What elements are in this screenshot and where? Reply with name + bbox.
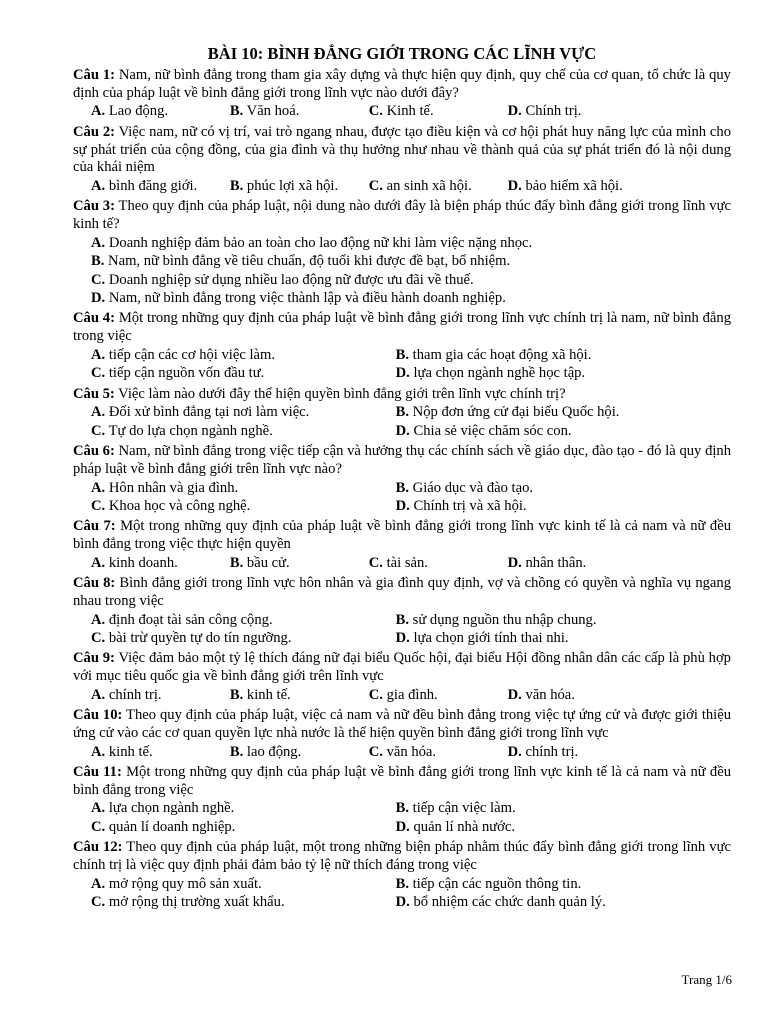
option-text: kinh doanh.: [108, 554, 178, 571]
question-label: Câu 3:: [73, 198, 115, 215]
answer-option: [91, 177, 230, 195]
option-text: phúc lợi xã hội.: [246, 177, 339, 194]
option-letter: B.: [229, 686, 244, 703]
answer-option: [91, 686, 230, 704]
option-letter: B.: [395, 404, 410, 421]
answer-options: [73, 234, 731, 308]
answer-option: [91, 629, 396, 647]
option-letter: D.: [507, 554, 522, 571]
answer-option: [91, 234, 731, 252]
question-label: Câu 7:: [73, 518, 116, 535]
answer-option: [369, 177, 508, 195]
question-text: Theo quy định của pháp luật, nội dung nào dưới đây là biện pháp thúc đẩy bình đẳng giới trong lĩnh vực kinh tế?: [73, 198, 731, 233]
option-text: quản lí doanh nghiệp.: [108, 818, 236, 835]
question-text: Nam, nữ bình đẳng trong tham gia xây dựng và thực hiện quy định, quy chế của cơ quan, tổ chức là quy định của pháp luật về bình đẳng giới trong lĩnh vực nào dưới đây?: [73, 67, 731, 101]
option-text: bảo hiểm xã hội.: [525, 177, 623, 194]
option-letter: C.: [91, 894, 106, 910]
option-letter: D.: [507, 103, 522, 120]
option-letter: C.: [91, 271, 106, 288]
option-text: Khoa học và công nghệ.: [108, 497, 251, 514]
answer-option: [396, 403, 701, 421]
option-letter: B.: [229, 554, 244, 571]
answer-options: [73, 479, 731, 516]
answer-option: [91, 289, 731, 307]
answer-options: [73, 875, 731, 912]
answer-options: [73, 743, 731, 761]
option-letter: D.: [395, 497, 410, 514]
answer-options: [73, 686, 731, 704]
answer-option: [396, 364, 701, 382]
option-text: lựa chọn ngành nghề học tập.: [413, 365, 586, 382]
option-letter: D.: [507, 177, 522, 194]
answer-option: [508, 554, 668, 572]
question-text: Việc nam, nữ có vị trí, vai trò ngang nhau, được tạo điều kiện và cơ hội phát huy năng lực của mình cho sự phát triển của cộng đồng, của gia đình và thụ hưởng như nhau về thành quả của sự phát triển đó là nội dung của khái niệm: [73, 123, 731, 176]
option-letter: D.: [395, 818, 410, 835]
option-letter: B.: [229, 177, 244, 194]
question-1: [73, 67, 731, 121]
question-text: Một trong những quy định của pháp luật về bình đẳng giới trong lĩnh vực kinh tế là cả nam và nữ đều bình đẳng trong việc: [73, 763, 732, 798]
question-list: [73, 67, 731, 911]
answer-option: [91, 611, 396, 629]
question-9: [73, 650, 731, 704]
option-letter: A.: [91, 686, 106, 703]
option-letter: D.: [395, 894, 410, 910]
question-stem: [73, 707, 731, 742]
option-letter: A.: [91, 875, 106, 892]
option-text: tiếp cận việc làm.: [412, 800, 516, 817]
answer-option: [396, 799, 701, 817]
question-text: Một trong những quy định của pháp luật về bình đẳng giới trong lĩnh vực kinh tế là cả nam và nữ đều bình đẳng trong việc thực hiện quyền: [73, 518, 731, 553]
question-stem: [73, 67, 731, 102]
answer-option: [230, 686, 369, 704]
document-title: BÀI 10: BÌNH ĐẲNG GIỚI TRONG CÁC LĨNH VỰC: [207, 44, 597, 63]
answer-option: [91, 893, 396, 911]
option-text: Nam, nữ bình đẳng trong việc thành lập và điều hành doanh nghiệp.: [108, 289, 506, 306]
option-letter: B.: [229, 743, 244, 760]
answer-option: [91, 422, 396, 440]
option-text: Chính trị.: [525, 103, 582, 120]
option-text: tham gia các hoạt động xã hội.: [412, 346, 592, 363]
question-label: Câu 9:: [73, 650, 115, 667]
answer-option: [91, 497, 396, 515]
option-text: quản lí nhà nước.: [413, 818, 516, 835]
answer-option: [91, 479, 396, 497]
option-text: mở rộng quy mô sản xuất.: [108, 875, 262, 892]
option-text: văn hóa.: [525, 686, 575, 703]
option-text: nhân thân.: [525, 554, 587, 571]
option-text: an sinh xã hội.: [386, 177, 472, 194]
question-text: Bình đẳng giới trong lĩnh vực hôn nhân và gia đình quy định, vợ và chồng có quyền và nghĩa vụ ngang nhau trong việc: [73, 575, 731, 609]
option-letter: C.: [91, 629, 106, 646]
answer-options: [73, 799, 731, 836]
question-label: Câu 1:: [73, 67, 115, 83]
question-2: [73, 124, 731, 196]
option-letter: A.: [91, 479, 106, 496]
question-5: [73, 386, 731, 441]
answer-option: [91, 403, 396, 421]
option-text: Doanh nghiệp sử dụng nhiều lao động nữ được ưu đãi về thuế.: [108, 271, 474, 288]
answer-option: [91, 799, 396, 817]
answer-option: [396, 818, 701, 836]
answer-option: [91, 818, 396, 836]
question-stem: [73, 839, 731, 874]
option-letter: B.: [395, 346, 410, 363]
option-text: kinh tế.: [108, 743, 153, 760]
option-letter: A.: [91, 346, 106, 363]
option-text: bình đăng giới.: [108, 177, 198, 194]
option-letter: B.: [395, 479, 410, 496]
option-text: tiếp cận các nguồn thông tin.: [412, 875, 582, 892]
answer-option: [91, 102, 230, 120]
option-letter: D.: [395, 629, 410, 646]
answer-option: [396, 893, 701, 911]
answer-option: [508, 686, 668, 704]
question-3: [73, 198, 731, 307]
question-label: Câu 6:: [73, 443, 115, 460]
answer-option: [369, 554, 508, 572]
option-text: Đối xử bình đẳng tại nơi làm việc.: [108, 404, 310, 421]
option-letter: C.: [368, 686, 383, 703]
option-letter: A.: [91, 234, 106, 251]
option-text: kinh tế.: [246, 686, 291, 703]
question-label: Câu 12:: [73, 839, 123, 856]
option-text: chính trị.: [108, 686, 162, 703]
page-number: Trang 1/6: [681, 972, 732, 987]
option-text: Văn hoá.: [246, 103, 300, 120]
option-text: lao động.: [246, 743, 302, 760]
question-text: Việc đảm bảo một tỷ lệ thích đáng nữ đại biểu Quốc hội, đại biểu Hội đồng nhân dân các cấp là phù hợp với mục tiêu quốc gia về bình đẳng giới trên lĩnh vực: [73, 650, 731, 685]
option-letter: A.: [91, 743, 106, 760]
answer-option: [91, 252, 731, 270]
answer-option: [396, 629, 701, 647]
option-text: tiếp cận nguồn vốn đầu tư.: [108, 365, 265, 382]
answer-options: [73, 346, 731, 383]
option-text: Kinh tế.: [386, 103, 434, 120]
option-text: bổ nhiệm các chức danh quản lý.: [413, 894, 606, 910]
answer-option: [396, 479, 701, 497]
option-letter: D.: [395, 422, 410, 439]
option-letter: C.: [368, 554, 383, 571]
option-letter: A.: [91, 611, 106, 628]
answer-option: [396, 346, 701, 364]
question-11: [73, 764, 731, 836]
answer-options: [73, 102, 731, 120]
option-text: Tự do lựa chọn ngành nghề.: [108, 422, 273, 439]
answer-option: [91, 743, 230, 761]
question-stem: [73, 124, 731, 177]
option-text: Lao động.: [108, 103, 169, 120]
option-letter: C.: [91, 497, 106, 514]
question-label: Câu 5:: [73, 385, 115, 402]
option-text: sử dụng nguồn thu nhập chung.: [412, 611, 597, 628]
option-letter: A.: [91, 554, 106, 571]
answer-option: [230, 554, 369, 572]
option-letter: C.: [91, 365, 106, 382]
question-10: [73, 707, 731, 761]
question-stem: [73, 764, 731, 799]
question-7: [73, 518, 731, 572]
answer-option: [396, 875, 701, 893]
question-stem: [73, 198, 731, 233]
answer-option: [230, 743, 369, 761]
option-text: lựa chọn ngành nghề.: [108, 800, 235, 817]
option-text: mở rộng thị trường xuất khẩu.: [108, 894, 285, 910]
option-text: bầu cử.: [246, 554, 290, 571]
question-stem: [73, 650, 731, 685]
option-text: Giáo dục và đào tạo.: [412, 479, 534, 496]
question-label: Câu 4:: [73, 310, 115, 327]
answer-option: [508, 102, 668, 120]
answer-option: [91, 554, 230, 572]
question-label: Câu 10:: [73, 707, 123, 724]
option-text: văn hóa.: [386, 743, 437, 760]
answer-option: [508, 177, 668, 195]
answer-options: [73, 554, 731, 572]
option-letter: C.: [91, 818, 106, 835]
option-text: tiếp cận các cơ hội việc làm.: [108, 346, 275, 363]
option-text: bài trừ quyền tự do tín ngưỡng.: [108, 629, 292, 646]
answer-option: [230, 102, 369, 120]
question-8: [73, 575, 731, 647]
option-letter: D.: [91, 289, 106, 306]
question-4: [73, 310, 731, 382]
question-text: Việc làm nào dưới đây thể hiện quyền bình đẳng giới trên lĩnh vực chính trị?: [118, 385, 566, 402]
option-letter: B.: [395, 611, 410, 628]
option-letter: C.: [368, 177, 383, 194]
answer-options: [73, 403, 731, 440]
option-letter: B.: [395, 875, 410, 892]
question-stem: [73, 443, 731, 478]
option-letter: B.: [91, 253, 105, 270]
option-letter: A.: [91, 177, 106, 194]
option-letter: A.: [91, 404, 106, 421]
option-text: Chính trị và xã hội.: [413, 497, 527, 514]
question-6: [73, 443, 731, 515]
option-text: tài sản.: [386, 554, 428, 571]
option-text: Nộp đơn ứng cử đại biểu Quốc hội.: [412, 404, 620, 421]
option-letter: D.: [507, 686, 522, 703]
question-label: Câu 2:: [73, 123, 115, 140]
option-text: Doanh nghiệp đảm bảo an toàn cho lao động nữ khi làm việc nặng nhọc.: [108, 234, 533, 251]
option-letter: C.: [368, 103, 383, 120]
answer-option: [369, 743, 508, 761]
option-text: định đoạt tài sản công cộng.: [108, 611, 273, 628]
option-letter: C.: [368, 743, 383, 760]
option-letter: B.: [229, 103, 244, 120]
option-letter: D.: [395, 365, 410, 382]
answer-option: [396, 422, 701, 440]
answer-option: [396, 497, 701, 515]
option-text: chính trị.: [525, 743, 579, 760]
answer-option: [369, 686, 508, 704]
answer-option: [91, 364, 396, 382]
question-stem: [73, 518, 731, 553]
answer-option: [91, 271, 731, 289]
option-text: Nam, nữ bình đẳng về tiêu chuẩn, độ tuổi khi được đề bạt, bổ nhiệm.: [108, 253, 511, 270]
question-stem: [73, 310, 731, 345]
question-label: Câu 11:: [73, 763, 122, 780]
question-text: Theo quy định của pháp luật, việc cả nam và nữ đều bình đẳng trong việc tự ứng cử và được giới thiệu ứng cử vào các cơ quan quyền lực nhà nước là thể hiện quyền bình đẳng giới trong lĩnh vực: [73, 707, 732, 741]
question-text: Theo quy định của pháp luật, một trong những biện pháp nhằm thúc đẩy bình đẳng giới trong lĩnh vực chính trị là việc quy định phải đảm bảo tỷ lệ nữ thích đáng trong việc: [73, 839, 731, 873]
answer-option: [508, 743, 668, 761]
question-text: Một trong những quy định của pháp luật về bình đẳng giới trong lĩnh vực chính trị là nam, nữ bình đẳng trong việc: [73, 310, 731, 345]
answer-options: [73, 611, 731, 648]
option-text: gia đình.: [386, 686, 438, 703]
question-label: Câu 8:: [73, 575, 116, 592]
answer-option: [396, 611, 701, 629]
option-letter: C.: [91, 422, 106, 439]
option-letter: B.: [395, 800, 410, 817]
answer-options: [73, 177, 731, 195]
option-text: lựa chọn giới tính thai nhi.: [413, 629, 569, 646]
answer-option: [369, 102, 508, 120]
question-stem: [73, 575, 731, 610]
question-text: Nam, nữ bình đẳng trong việc tiếp cận và hưởng thụ các chính sách về giáo dục, đào tạo - đó là quy định pháp luật về bình đẳng giới trên lĩnh vực nào?: [73, 443, 732, 477]
option-letter: D.: [507, 743, 522, 760]
answer-option: [91, 875, 396, 893]
question-stem: [73, 386, 731, 404]
answer-option: [230, 177, 369, 195]
option-letter: A.: [91, 103, 106, 120]
option-letter: A.: [91, 800, 106, 817]
answer-option: [91, 346, 396, 364]
document-page: [73, 44, 731, 914]
option-text: Hôn nhân và gia đình.: [108, 479, 239, 496]
question-12: [73, 839, 731, 911]
option-text: Chia sẻ việc chăm sóc con.: [413, 422, 572, 439]
